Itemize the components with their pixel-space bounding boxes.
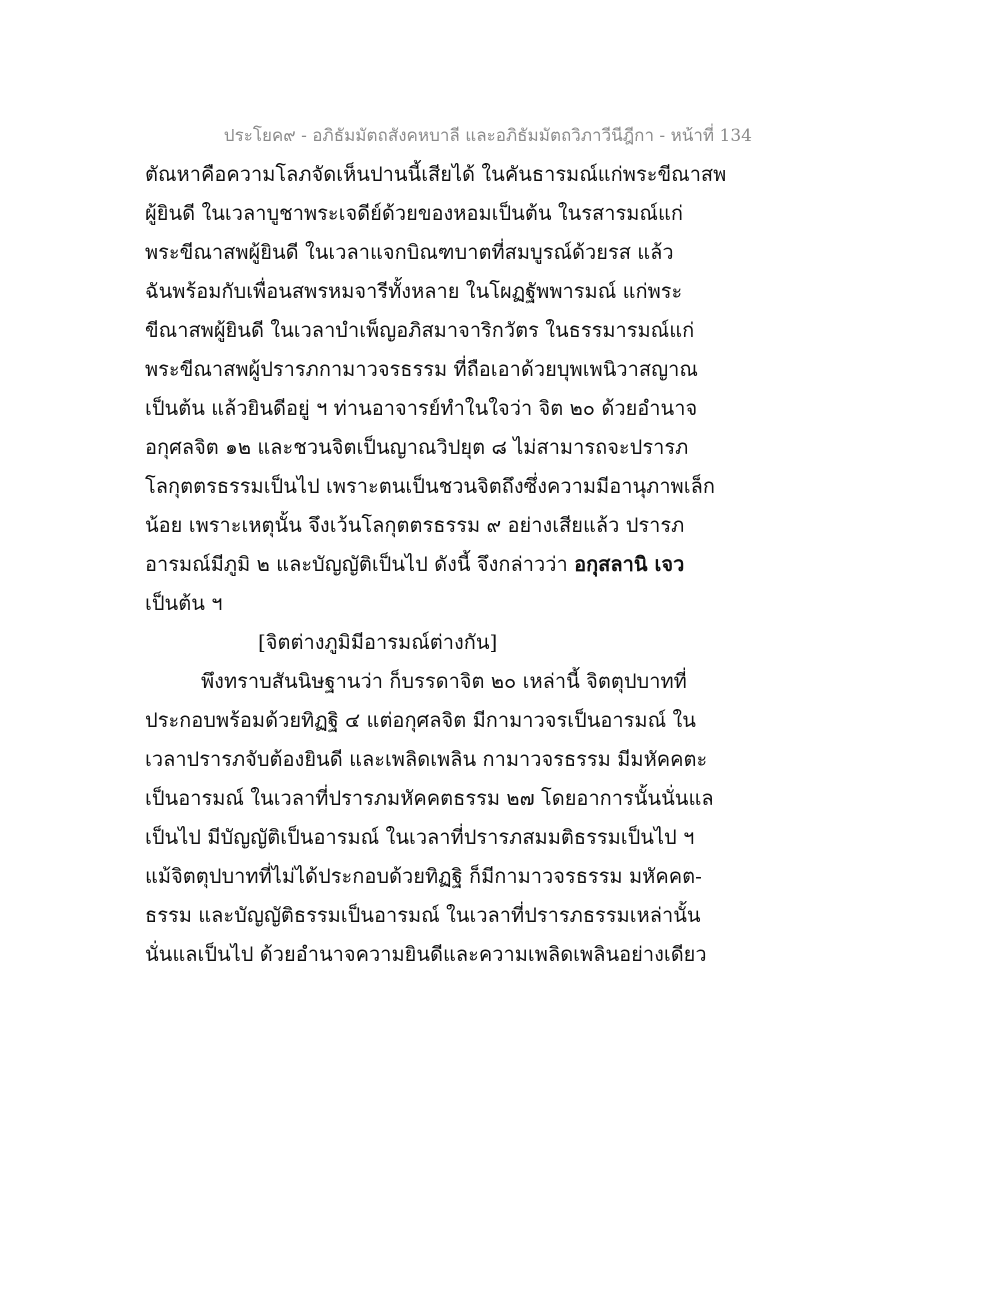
text-line: ตัณหาคือความโลภจัดเห็นปานนี้เสียได้ ในคันธารมณ์แก่พระขีณาสพ <box>145 162 727 186</box>
text-line: พระขีณาสพผู้ปรารภกามาวจรธรรม ที่ถือเอาด้วยบุพเพนิวาสญาณ <box>145 357 698 381</box>
text-line: ประกอบพร้อมด้วยทิฏฐิ ๔ แต่อกุศลจิต มีกามาวจรเป็นอารมณ์ ใน <box>145 708 696 732</box>
text-line: เวลาปรารภจับต้องยินดี และเพลิดเพลิน กามาวจรธรรม มีมหัคคตะ <box>145 747 708 771</box>
text-line: อกุศลจิต ๑๒ และชวนจิตเป็นญาณวิปยุต ๘ ไม่สามารถจะปรารภ <box>145 435 689 459</box>
paragraph-2 <box>145 665 714 970</box>
document-body <box>145 158 727 970</box>
text-line-with-bold <box>145 548 705 580</box>
text-segment: อารมณ์มีภูมิ ๒ และบัญญัติเป็นไป ดังนี้ จึงกล่าวว่า <box>145 552 575 576</box>
text-line: เป็นไป มีบัญญัติเป็นอารมณ์ ในเวลาที่ปรารภสมมติธรรมเป็นไป ฯ <box>145 825 695 849</box>
text-line: นั่นแลเป็นไป ด้วยอำนาจความยินดีและความเพลิดเพลินอย่างเดียว <box>145 942 707 966</box>
text-line: เป็นอารมณ์ ในเวลาที่ปรารภมหัคคตธรรม ๒๗ โดยอาการนั้นนั่นแล <box>145 786 714 810</box>
text-line: พระขีณาสพผู้ยินดี ในเวลาแจกบิณฑบาตที่สมบูรณ์ด้วยรส แล้ว <box>145 240 674 264</box>
text-line: พึงทราบสันนิษฐานว่า ก็บรรดาจิต ๒๐ เหล่านี้ จิตตุปบาทที่ <box>201 669 687 693</box>
paragraph-1 <box>145 158 727 619</box>
bold-term: อกุสลานิ เจว <box>574 552 685 576</box>
text-line: โลกุตตรธรรมเป็นไป เพราะตนเป็นชวนจิตถึงซึ่งความมีอานุภาพเล็ก <box>145 474 715 498</box>
text-line: น้อย เพราะเหตุนั้น จึงเว้นโลกุตตรธรรม ๙ อย่างเสียแล้ว ปรารภ <box>145 513 685 537</box>
section-heading: [จิตต่างภูมิมีอารมณ์ต่างกัน] <box>258 630 498 654</box>
text-line: ขีณาสพผู้ยินดี ในเวลาบำเพ็ญอภิสมาจาริกวัตร ในธรรมารมณ์แก่ <box>145 318 695 342</box>
text-line: ธรรม และบัญญัติธรรมเป็นอารมณ์ ในเวลาที่ปรารภธรรมเหล่านั้น <box>145 903 701 927</box>
page-header: ประโยค๙ - อภิธัมมัตถสังคหบาลี และอภิธัมมัตถวิภาวีนีฎีกา - หน้าที่ 134 <box>223 126 752 146</box>
text-line: แม้จิตตุปบาทที่ไม่ได้ประกอบด้วยทิฏฐิ ก็มีกามาวจรธรรม มหัคคต- <box>145 864 702 888</box>
text-line: เป็นต้น ฯ <box>145 591 223 615</box>
text-line: ฉันพร้อมกับเพื่อนสพรหมจารีทั้งหลาย ในโผฏฐัพพารมณ์ แก่พระ <box>145 279 683 303</box>
text-line: เป็นต้น แล้วยินดีอยู่ ฯ ท่านอาจารย์ทำในใจว่า จิต ๒๐ ด้วยอำนาจ <box>145 396 698 420</box>
text-line: ผู้ยินดี ในเวลาบูชาพระเจดีย์ด้วยของหอมเป็นต้น ในรสารมณ์แก่ <box>145 201 683 225</box>
